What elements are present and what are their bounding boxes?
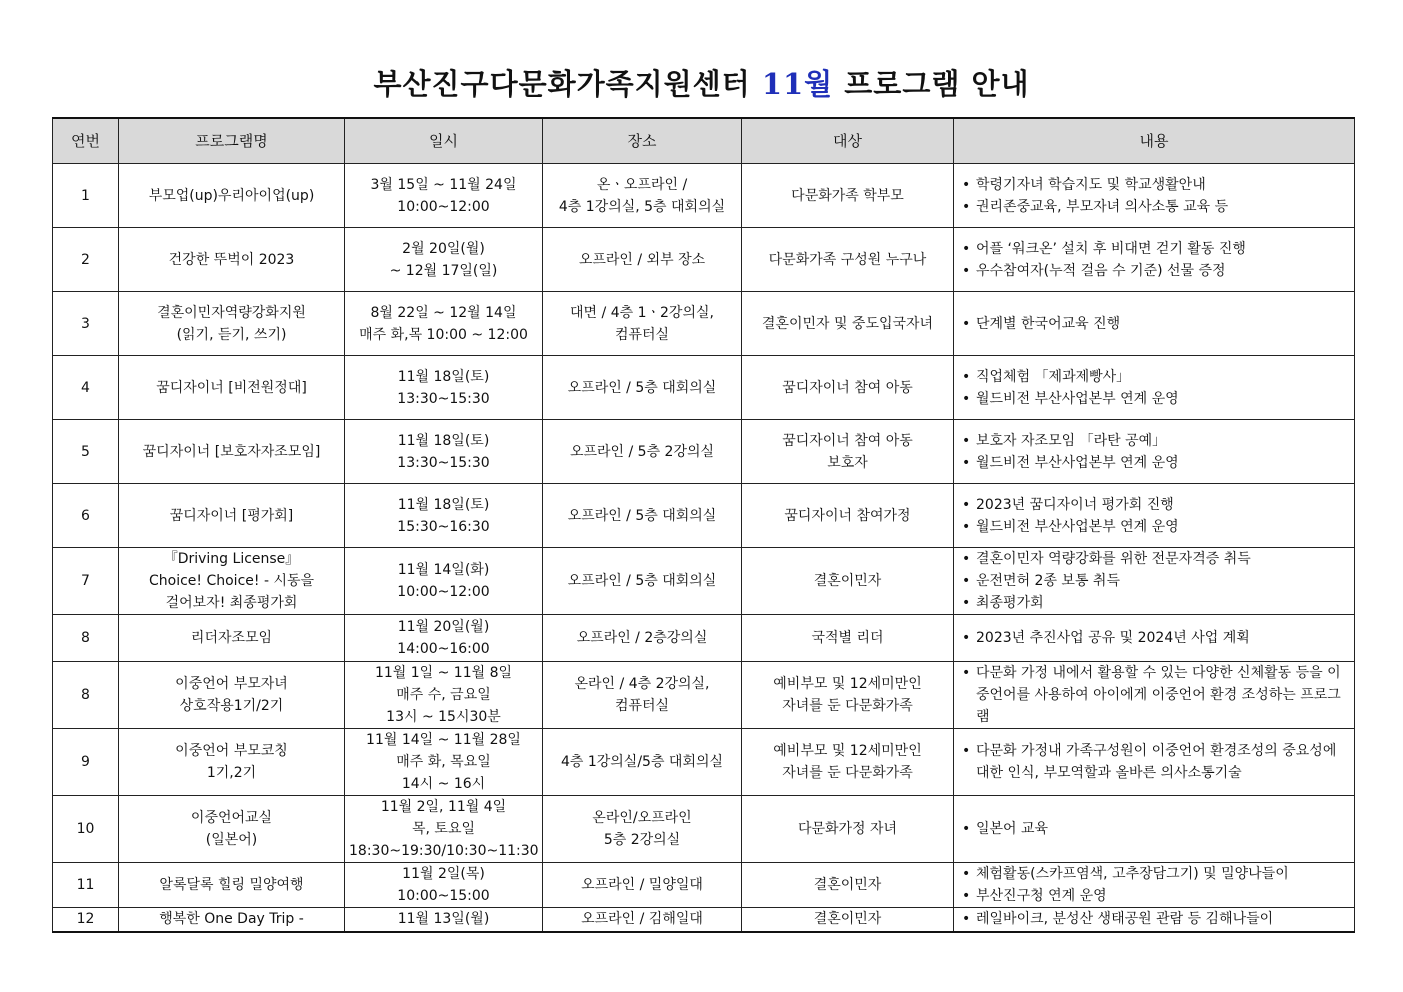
cell-place	[543, 356, 742, 420]
cell-line: 4층 1강의실/5층 대회의실	[560, 754, 724, 770]
cell-line: 상호작용1기/2기	[179, 698, 284, 714]
cell-no	[53, 615, 119, 662]
cell-date	[345, 863, 543, 908]
cell-content	[954, 164, 1355, 228]
cell-line: 자녀를 둔 다문화가족	[782, 698, 913, 714]
cell-line: 14시 ~ 16시	[401, 776, 486, 792]
cell-line: 오프라인 / 5층 대회의실	[567, 507, 717, 524]
cell-program-name	[119, 164, 345, 228]
cell-line: 15:30~16:30	[397, 518, 490, 535]
cell-line: 10:00~12:00	[397, 584, 490, 600]
header-date: 일시	[345, 118, 543, 164]
cell-line: 매주 수, 금요일	[396, 687, 491, 703]
cell-line: 8월 22일 ~ 12월 14일	[370, 304, 517, 321]
table-row	[53, 796, 1355, 863]
table-row	[53, 662, 1355, 729]
cell-line: 온ㆍ오프라인 /	[596, 176, 688, 193]
content-bullet: • 월드비전 부산사업본부 연계 운영	[962, 388, 1350, 410]
cell-line: 8	[81, 687, 90, 703]
cell-no	[53, 662, 119, 729]
cell-line: 꿈디자이너 [보호자자조모임]	[142, 443, 321, 460]
cell-line: 6	[81, 507, 90, 524]
cell-no	[53, 292, 119, 356]
cell-line: 오프라인 / 5층 2강의실	[569, 443, 715, 460]
cell-line: 결혼이민자 및 중도입국자녀	[761, 315, 934, 332]
cell-line: 예비부모 및 12세미만인	[773, 676, 922, 692]
table-row	[53, 292, 1355, 356]
cell-program-name	[119, 863, 345, 908]
cell-target	[742, 484, 954, 548]
cell-place	[543, 615, 742, 662]
cell-line: 11월 14일 ~ 11월 28일	[366, 732, 521, 748]
header-no: 연번	[53, 118, 119, 164]
cell-line: (읽기, 듣기, 쓰기)	[176, 326, 287, 343]
cell-line: 4	[81, 379, 90, 396]
cell-line: 11월 2일, 11월 4일	[380, 799, 507, 815]
cell-line: 14:00~16:00	[397, 641, 490, 657]
content-bullet: • 결혼이민자 역량강화를 위한 전문자격증 취득	[962, 548, 1350, 570]
cell-line: 행복한 One Day Trip -	[159, 911, 304, 928]
cell-line: 결혼이민자역량강화지원	[157, 304, 306, 321]
cell-line: 오프라인 / 5층 대회의실	[567, 379, 717, 396]
cell-content	[954, 908, 1355, 932]
cell-line: 결혼이민자	[813, 573, 882, 589]
cell-place	[543, 484, 742, 548]
cell-line: ~ 12월 17일(일)	[389, 262, 498, 279]
cell-date	[345, 908, 543, 932]
title-month: 11월	[761, 67, 834, 101]
cell-line: 4층 1강의실, 5층 대회의실	[558, 198, 726, 215]
cell-no	[53, 420, 119, 484]
cell-content	[954, 796, 1355, 863]
cell-target	[742, 356, 954, 420]
cell-place	[543, 662, 742, 729]
cell-line: 알록달록 힐링 밀양여행	[159, 877, 304, 893]
cell-date	[345, 729, 543, 796]
cell-line: 11월 14일(화)	[397, 562, 490, 578]
cell-line: 11월 18일(토)	[397, 432, 490, 449]
cell-date	[345, 484, 543, 548]
cell-line: 컴퓨터실	[614, 326, 670, 343]
cell-date	[345, 420, 543, 484]
cell-line: 8	[81, 630, 90, 646]
cell-date	[345, 615, 543, 662]
content-bullet: • 학령기자녀 학습지도 및 학교생활안내	[962, 174, 1350, 196]
content-bullet: • 2023년 꿈디자이너 평가회 진행	[962, 494, 1350, 516]
cell-line: 이중언어교실	[190, 810, 273, 826]
cell-place	[543, 796, 742, 863]
cell-line: 3	[81, 315, 90, 332]
cell-line: 오프라인 / 밀양일대	[581, 877, 703, 893]
cell-line: 대면 / 4층 1ㆍ2강의실,	[570, 304, 714, 321]
cell-place	[543, 548, 742, 615]
cell-date	[345, 356, 543, 420]
content-bullet: • 단계별 한국어교육 진행	[962, 313, 1350, 335]
content-bullet: • 보호자 자조모임 「라탄 공예」	[962, 430, 1350, 452]
cell-line: 7	[81, 573, 90, 589]
cell-no	[53, 228, 119, 292]
cell-target	[742, 228, 954, 292]
cell-line: 꿈디자이너 참여 아동	[782, 379, 913, 396]
cell-date	[345, 228, 543, 292]
cell-no	[53, 548, 119, 615]
table-row	[53, 484, 1355, 548]
cell-date	[345, 796, 543, 863]
cell-target	[742, 420, 954, 484]
cell-line: 꿈디자이너 [평가회]	[169, 507, 294, 524]
cell-line: 3월 15일 ~ 11월 24일	[370, 176, 517, 193]
cell-line: 다문화가정 자녀	[797, 821, 898, 837]
table-body	[53, 164, 1355, 932]
cell-line: 매주 화, 목요일	[396, 754, 491, 770]
table-row	[53, 908, 1355, 932]
cell-date	[345, 292, 543, 356]
cell-line: 목, 토요일	[412, 821, 475, 837]
title-suffix: 프로그램 안내	[844, 67, 1030, 101]
cell-line: 온라인 / 4층 2강의실,	[574, 676, 710, 692]
cell-line: 오프라인 / 2층강의실	[576, 630, 708, 646]
cell-target	[742, 662, 954, 729]
table-row	[53, 548, 1355, 615]
cell-target	[742, 863, 954, 908]
cell-no	[53, 729, 119, 796]
cell-no	[53, 356, 119, 420]
cell-line: 매주 화,목 10:00 ~ 12:00	[359, 326, 528, 343]
header-program-name: 프로그램명	[119, 118, 345, 164]
cell-line: 2	[81, 251, 90, 268]
cell-content	[954, 484, 1355, 548]
cell-line: 1	[81, 187, 90, 204]
cell-line: 컴퓨터실	[614, 698, 670, 714]
table-row	[53, 164, 1355, 228]
content-bullet: • 우수참여자(누적 걸음 수 기준) 선물 증정	[962, 260, 1350, 282]
cell-program-name	[119, 292, 345, 356]
cell-line: 이중언어 부모코칭	[175, 743, 288, 759]
content-bullet: • 월드비전 부산사업본부 연계 운영	[962, 516, 1350, 538]
title-prefix: 부산진구다문화가족지원센터	[373, 67, 751, 101]
cell-line: 꿈디자이너 참여 아동	[782, 432, 913, 449]
cell-line: 10:00~15:00	[397, 888, 490, 904]
cell-content	[954, 662, 1355, 729]
cell-line: 1기,2기	[206, 765, 257, 781]
cell-target	[742, 292, 954, 356]
cell-line: 부모업(up)우리아이업(up)	[148, 187, 315, 204]
cell-place	[543, 863, 742, 908]
table-row	[53, 863, 1355, 908]
cell-line: 10	[76, 821, 95, 837]
content-bullet: • 일본어 교육	[962, 818, 1350, 840]
cell-program-name	[119, 796, 345, 863]
header-content: 내용	[954, 118, 1355, 164]
cell-target	[742, 164, 954, 228]
cell-program-name	[119, 420, 345, 484]
cell-place	[543, 420, 742, 484]
cell-line: 꿈디자이너 참여가정	[784, 507, 911, 524]
cell-program-name	[119, 908, 345, 932]
cell-line: 다문화가족 학부모	[791, 187, 904, 204]
cell-line: 예비부모 및 12세미만인	[773, 743, 922, 759]
cell-date	[345, 548, 543, 615]
cell-program-name	[119, 729, 345, 796]
cell-line: 이중언어 부모자녀	[175, 676, 288, 692]
table-header-row	[53, 118, 1355, 164]
cell-line: 보호자	[827, 454, 868, 471]
cell-place	[543, 164, 742, 228]
table-row	[53, 615, 1355, 662]
content-bullet: • 체험활동(스카프염색, 고추장담그기) 및 밀양나들이	[962, 863, 1350, 885]
cell-no	[53, 863, 119, 908]
cell-place	[543, 228, 742, 292]
cell-line: 꿈디자이너 [비전원정대]	[156, 379, 307, 396]
cell-line: 11월 18일(토)	[397, 368, 490, 385]
content-bullet: • 다문화 가정 내에서 활용할 수 있는 다양한 신체활동 등을 이중언어를 사용하여 아이에게 이중언어 환경 조성하는 프로그램	[962, 662, 1350, 728]
cell-line: 5	[81, 443, 90, 460]
cell-place	[543, 729, 742, 796]
cell-line: 2월 20일(월)	[402, 240, 485, 257]
cell-line: 11	[76, 877, 95, 893]
cell-program-name	[119, 548, 345, 615]
content-bullet: • 직업체험 「제과제빵사」	[962, 366, 1350, 388]
cell-line: 자녀를 둔 다문화가족	[782, 765, 913, 781]
cell-program-name	[119, 228, 345, 292]
cell-line: 11월 20일(월)	[397, 619, 490, 635]
cell-target	[742, 548, 954, 615]
cell-content	[954, 292, 1355, 356]
content-bullet: • 운전면허 2종 보통 취득	[962, 570, 1350, 592]
cell-line: 오프라인 / 5층 대회의실	[567, 573, 717, 589]
cell-line: 결혼이민자	[813, 877, 882, 893]
cell-line: 9	[81, 754, 90, 770]
cell-line: 13:30~15:30	[397, 454, 490, 471]
cell-content	[954, 548, 1355, 615]
table-row	[53, 729, 1355, 796]
content-bullet: • 월드비전 부산사업본부 연계 운영	[962, 452, 1350, 474]
cell-line: 리더자조모임	[190, 630, 273, 646]
cell-date	[345, 164, 543, 228]
content-bullet: • 부산진구청 연계 운영	[962, 885, 1350, 907]
cell-program-name	[119, 662, 345, 729]
cell-line: 11월 2일(목)	[402, 866, 485, 882]
cell-place	[543, 292, 742, 356]
content-bullet: • 레일바이크, 분성산 생태공원 관람 등 김해나들이	[962, 908, 1350, 930]
header-place: 장소	[543, 118, 742, 164]
program-table	[52, 117, 1355, 933]
cell-content	[954, 729, 1355, 796]
table-row	[53, 356, 1355, 420]
content-bullet: • 다문화 가정내 가족구성원이 이중언어 환경조성의 중요성에 대한 인식, 부모역할과 올바른 의사소통기술	[962, 740, 1350, 784]
cell-line: 건강한 뚜벅이 2023	[168, 251, 295, 268]
cell-date	[345, 662, 543, 729]
cell-line: 11월 18일(토)	[397, 496, 490, 513]
cell-line: 온라인/오프라인	[592, 810, 692, 826]
cell-line: 다문화가족 구성원 누구나	[768, 251, 927, 268]
content-bullet: • 2023년 추진사업 공유 및 2024년 사업 계획	[962, 627, 1350, 649]
cell-line: 13:30~15:30	[397, 390, 490, 407]
cell-line: 10:00~12:00	[397, 198, 490, 215]
cell-no	[53, 164, 119, 228]
header-target: 대상	[742, 118, 954, 164]
cell-line: 18:30~19:30/10:30~11:30	[349, 843, 539, 859]
cell-line: Choice! Choice! - 시동을	[148, 573, 315, 589]
cell-line: 『Driving License』	[163, 551, 300, 567]
cell-line: 국적별 리더	[811, 630, 884, 646]
cell-program-name	[119, 615, 345, 662]
content-bullet: • 권리존중교육, 부모자녀 의사소통 교육 등	[962, 196, 1350, 218]
cell-content	[954, 863, 1355, 908]
cell-line: 5층 2강의실	[603, 832, 681, 848]
cell-program-name	[119, 356, 345, 420]
cell-line: 오프라인 / 외부 장소	[578, 251, 706, 268]
cell-program-name	[119, 484, 345, 548]
cell-target	[742, 615, 954, 662]
cell-content	[954, 615, 1355, 662]
content-bullet: • 최종평가회	[962, 592, 1350, 614]
cell-no	[53, 796, 119, 863]
cell-target	[742, 908, 954, 932]
cell-content	[954, 356, 1355, 420]
cell-line: 12	[76, 911, 95, 928]
cell-line: 11월 13일(월)	[397, 911, 490, 928]
table-row	[53, 420, 1355, 484]
cell-line: 걸어보자! 최종평가회	[165, 595, 298, 611]
cell-line: 오프라인 / 김해일대	[581, 911, 703, 928]
cell-line: 결혼이민자	[813, 911, 882, 928]
content-bullet: • 어플 ‘워크온’ 설치 후 비대면 걷기 활동 진행	[962, 238, 1350, 260]
cell-target	[742, 729, 954, 796]
cell-place	[543, 908, 742, 932]
cell-no	[53, 908, 119, 932]
cell-no	[53, 484, 119, 548]
page-title	[0, 62, 1403, 103]
cell-content	[954, 228, 1355, 292]
cell-line: (일본어)	[205, 832, 258, 848]
cell-target	[742, 796, 954, 863]
cell-content	[954, 420, 1355, 484]
cell-line: 13시 ~ 15시30분	[386, 709, 501, 725]
cell-line: 11월 1일 ~ 11월 8일	[374, 665, 513, 681]
table-row	[53, 228, 1355, 292]
